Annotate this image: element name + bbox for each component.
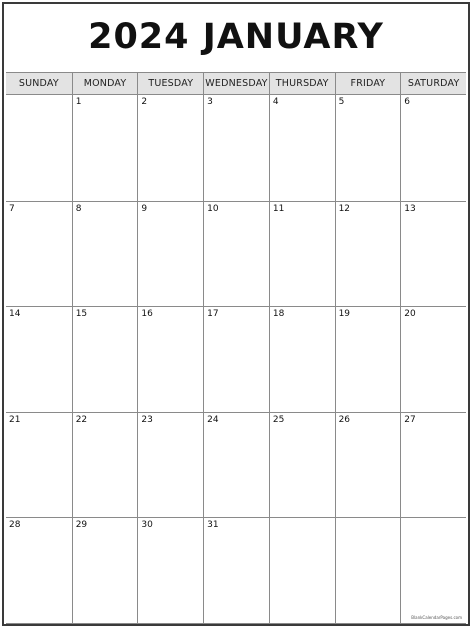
day-number: 8 [75,203,82,214]
day-cell [203,306,269,412]
day-cell [137,95,203,201]
day-cell [335,412,401,518]
weekday-sunday: SUNDAY [18,78,59,89]
day-cell [203,95,269,201]
day-number: 4 [272,97,279,107]
day-cell [137,517,203,623]
day-number: 19 [338,309,351,320]
day-number: 28 [9,520,21,531]
day-cell [203,412,269,518]
weekday-tuesday: TUESDAY [137,73,203,94]
day-number: 9 [141,203,148,214]
day-cell [335,201,401,307]
calendar-grid [6,95,466,624]
day-number: 17 [207,309,219,320]
day-number: 31 [207,520,219,531]
day-number: 22 [75,414,88,425]
day-cell [269,95,335,201]
day-number: 27 [404,414,416,425]
weekday-friday: FRIDAY [335,73,401,94]
day-cell [400,517,466,623]
day-cell [269,517,335,623]
day-cell [335,517,401,623]
day-cell [6,95,72,201]
day-number: 30 [141,520,153,531]
day-cell [203,201,269,307]
day-cell [137,201,203,307]
day-cell [269,412,335,518]
day-cell [6,412,72,518]
day-number: 6 [404,97,411,107]
calendar-sheet [2,2,470,626]
calendar-title: 2024 JANUARY [88,17,384,57]
day-cell [6,201,72,307]
day-number: 3 [207,97,213,107]
day-cell [335,95,401,201]
day-number: 20 [404,309,416,320]
day-cell [400,95,466,201]
day-cell [6,306,72,412]
day-number: 1 [75,97,82,107]
day-cell [335,306,401,412]
day-cell [400,201,466,307]
day-number: 18 [272,309,285,320]
day-number: 25 [272,414,285,425]
credit-text: BlankCalendarPages.com [411,614,462,620]
day-cell [72,95,138,201]
weekday-saturday: SATURDAY [400,73,466,94]
day-number: 5 [338,97,345,107]
day-cell [137,412,203,518]
weekday-thursday: THURSDAY [269,73,335,94]
day-cell [269,306,335,412]
day-cell [400,306,466,412]
day-cell [72,517,138,623]
day-cell [6,517,72,623]
day-cell [72,306,138,412]
day-number: 24 [207,414,219,425]
day-cell [72,412,138,518]
day-number: 29 [75,520,88,531]
day-number: 14 [9,309,21,320]
day-cell [269,201,335,307]
day-cell [72,201,138,307]
weekday-header-row [6,72,466,95]
day-number: 15 [75,309,88,320]
day-number: 12 [338,203,351,214]
day-number: 7 [9,203,15,214]
day-number: 2 [141,97,148,107]
day-number: 13 [404,203,416,214]
day-number: 11 [272,203,285,214]
day-cell [137,306,203,412]
weekday-wednesday: WEDNESDAY [203,73,269,94]
weekday-monday: MONDAY [72,73,138,94]
day-number: 10 [207,203,219,214]
day-number: 26 [338,414,351,425]
day-cell [203,517,269,623]
day-cell [400,412,466,518]
day-number: 23 [141,414,153,425]
day-number: 21 [9,414,21,425]
day-number: 16 [141,309,153,320]
